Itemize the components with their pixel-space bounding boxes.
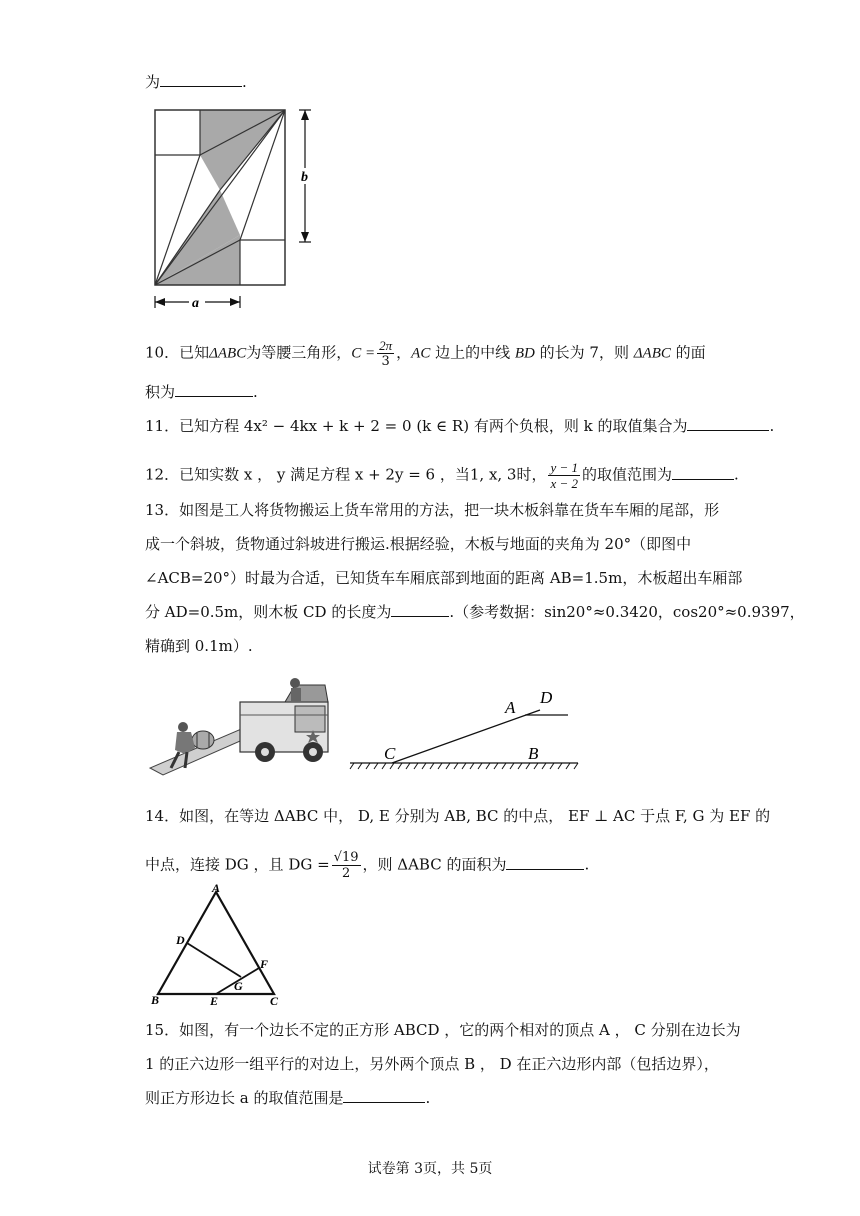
q14-line2 [145,850,589,881]
q13-line2: 成一个斜坡，货物通过斜坡进行搬运.根据经验，木板与地面的夹角为 20°（即图中 [145,535,692,553]
q13-line1: 13．如图是工人将货物搬运上货车常用的方法，把一块木板斜靠在货车车厢的尾部，形 [145,501,720,519]
frac-den: x − 2 [550,476,579,491]
q14-line2b: ，则 ΔABC 的面积为 [362,855,507,874]
q14-period: . [584,855,590,874]
label-F: F [260,957,269,971]
q10-bd: BD [514,345,535,362]
q10-c-eq: C = [351,345,376,362]
q11-text: 11．已知方程 4x² − 4kx + k + 2 = 0 (k ∈ R) 有两个负根，则 k 的取值集合为 [145,417,688,435]
q14-line1: 14．如图，在等边 ΔABC 中， D, E 分别为 AB, BC 的中点， EF ⊥ AC 于点 F, G 为 EF 的 [145,807,771,825]
label-G: G [234,979,243,993]
fraction-y-x [548,460,580,491]
q13-line4 [145,602,805,622]
answer-blank [160,72,242,87]
answer-blank [687,416,769,431]
frac-num: 2π [379,338,393,353]
q11-period: . [769,417,775,435]
q10-text3: 边上的中线 [430,343,515,362]
frac-num: y − 1 [550,460,579,475]
q10-triangle2: ΔABC [633,345,671,362]
fraction-sqrt19-2 [332,850,361,881]
q13-line4b: .（参考数据：sin20°≈0.3420，cos20°≈0.9397， [449,603,805,621]
q9-period: . [242,73,247,91]
answer-blank [506,855,584,870]
label-A: A [505,698,516,717]
answer-blank [175,382,253,397]
q10-ac: AC [411,345,431,362]
q12-text2: 的取值范围为 [582,465,673,484]
label-D: D [176,933,185,947]
q13-line4a: 分 AD=0.5m，则木板 CD 的长度为 [145,603,392,621]
q10-triangle: ΔABC [209,345,247,362]
q12-text: 12．已知实数 x ， y 满足方程 x + 2y = 6 ，当1, x, 3时， [145,465,547,484]
q12-line [145,460,739,491]
label-C: C [270,994,279,1008]
answer-blank [391,602,449,617]
q11-line [145,416,774,436]
q10-text2: 为等腰三角形， [246,343,352,362]
answer-blank [343,1088,425,1103]
truck-ramp-illustration [145,680,335,780]
q10-text: 10．已知 [145,343,210,362]
q12-period: . [734,465,739,484]
q14-line2a: 中点，连接 DG ，且 DG = [145,855,330,874]
frac-num: √19 [333,850,359,865]
q15-period: . [425,1089,431,1107]
q10-line2-text: 积为 [145,383,176,401]
label-E: E [210,994,219,1008]
label-a: a [192,296,199,311]
q10-text5: 的面 [670,343,706,362]
label-C: C [384,744,396,763]
q9-tail-line [145,72,247,92]
q15-line2: 1 的正六边形一组平行的对边上，另外两个顶点 B ， D 在正六边形内部（包括边界）， [145,1055,719,1073]
figure-q13-ramp-diagram [350,685,590,775]
answer-blank [672,465,734,480]
q9-lead: 为 [145,73,161,91]
figure-q9-rectangle [140,105,340,315]
label-B: B [528,744,539,763]
q10-line2 [145,382,258,402]
q15-line1: 15．如图，有一个边长不定的正方形 ABCD ，它的两个相对的顶点 A ， C 分别在边长为 [145,1021,741,1039]
label-D: D [540,688,553,707]
q15-line3a: 则正方形边长 a 的取值范围是 [145,1089,344,1107]
frac-den: 2 [341,866,351,881]
label-A: A [212,881,221,895]
label-b: b [301,170,308,185]
page-footer: 试卷第 3页，共 5页 [367,1161,493,1177]
q10-period: . [253,383,258,401]
q13-line3: ∠ACB=20°）时最为合适，已知货车车厢底部到地面的距离 AB=1.5m，木板超出车厢部 [145,569,743,587]
q15-line3 [145,1088,430,1108]
label-B: B [151,993,160,1007]
q10-comma: ， [396,343,412,362]
fraction-2pi-3 [377,338,394,369]
q10-text4: 的长为 7，则 [534,343,634,362]
q13-line5: 精确到 0.1m）. [145,637,253,655]
figure-q14-triangle [148,882,298,1007]
frac-den: 3 [381,354,390,369]
q10-line1 [145,338,706,369]
